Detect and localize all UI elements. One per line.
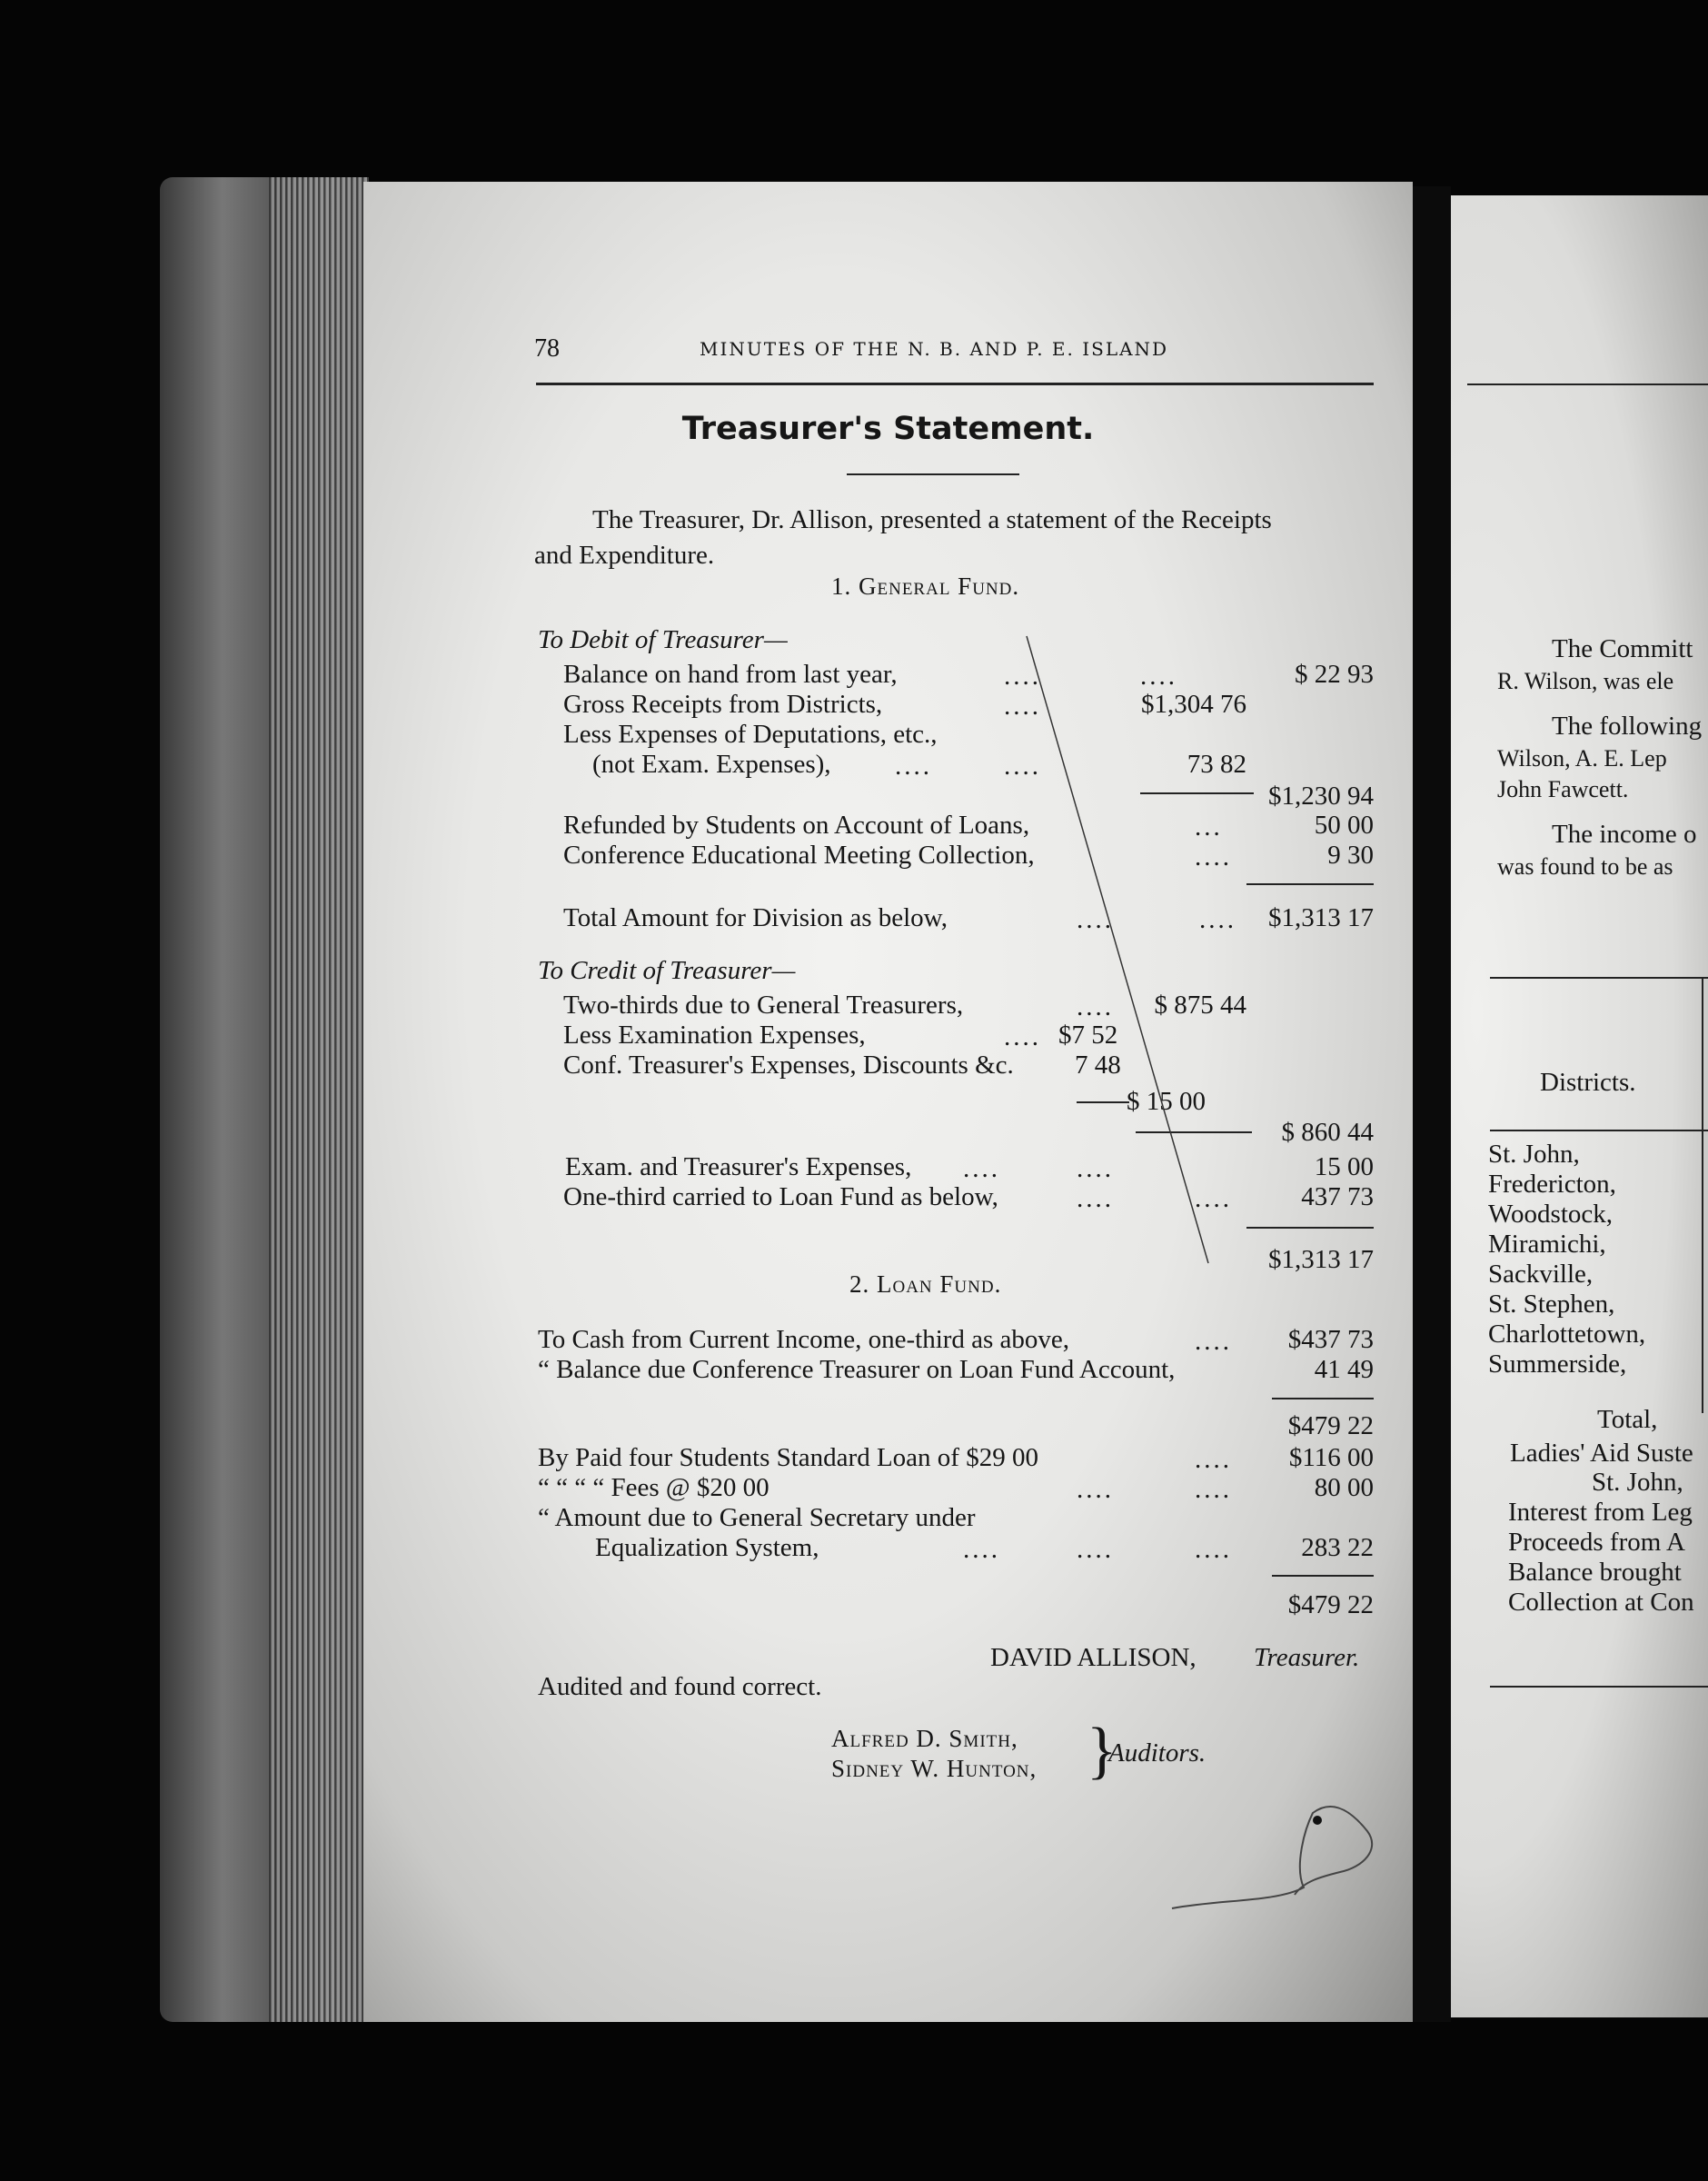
debit-subtotal: $1,230 94	[1268, 782, 1374, 811]
leader-dots: ....	[963, 1154, 1000, 1183]
debit-label: (not Exam. Expenses),	[592, 750, 831, 779]
district-item: Charlottetown,	[1488, 1320, 1646, 1349]
leader-dots: ....	[1077, 905, 1114, 934]
loan-to-amount: 41 49	[1314, 1355, 1374, 1384]
leader-dots: ....	[1195, 1475, 1232, 1504]
credit-label: Less Examination Expenses,	[563, 1021, 866, 1050]
book-gutter	[1413, 186, 1451, 2022]
district-item: St. John,	[1488, 1140, 1580, 1169]
loan-to-label: To Cash from Current Income, one-third as above,	[538, 1325, 1070, 1354]
leader-dots: ....	[895, 752, 932, 781]
debit-label: Gross Receipts from Districts,	[563, 690, 883, 719]
leader-dots: ....	[1077, 1154, 1114, 1183]
debit-sub-amount: 73 82	[1187, 750, 1246, 779]
credit-label: Two-thirds due to General Treasurers,	[563, 991, 964, 1020]
credit-label: Conf. Treasurer's Expenses, Discounts &c.	[563, 1051, 1014, 1080]
leader-dots: ....	[1004, 752, 1041, 781]
district-item: Woodstock,	[1488, 1200, 1614, 1229]
loan-by-amount: 283 22	[1301, 1533, 1374, 1562]
intro-line-1: The Treasurer, Dr. Allison, presented a statement of the Receipts	[592, 505, 1272, 534]
right-extra-line: Ladies' Aid Suste	[1510, 1439, 1693, 1468]
district-item: Fredericton,	[1488, 1170, 1616, 1199]
debit-heading: To Debit of Treasurer—	[538, 625, 788, 654]
credit-subtotal: $ 860 44	[1281, 1118, 1374, 1147]
intro-line-2: and Expenditure.	[534, 541, 715, 570]
leader-dots: ....	[1004, 692, 1041, 721]
collection-label: Conference Educational Meeting Collection,	[563, 841, 1035, 870]
right-paragraph: The following	[1552, 712, 1703, 741]
leader-dots: ....	[1077, 1535, 1114, 1564]
total-rule	[1246, 883, 1374, 885]
treasurer-name: DAVID ALLISON,	[990, 1643, 1197, 1672]
total-label: Total Amount for Division as below,	[563, 903, 948, 932]
right-paragraph: The Committ	[1552, 634, 1693, 663]
leader-dots: ....	[1077, 1184, 1114, 1213]
leader-dots: ....	[1195, 842, 1232, 871]
leader-dots: ....	[1195, 1535, 1232, 1564]
loan-by-label: “ “ “ “ Fees @ $20 00	[538, 1473, 770, 1502]
table-column-rule	[1702, 977, 1703, 1413]
running-title: MINUTES OF THE N. B. AND P. E. ISLAND	[700, 338, 1169, 360]
right-header-rule	[1467, 383, 1708, 385]
debit-label: Balance on hand from last year,	[563, 660, 898, 689]
auditors-brace: }	[1087, 1716, 1117, 1786]
loan-total-rule	[1272, 1575, 1374, 1577]
page-stack	[269, 177, 369, 2022]
credit-heading: To Credit of Treasurer—	[538, 956, 796, 985]
right-paragraph: The income o	[1552, 820, 1697, 849]
leader-dots: ....	[1195, 1184, 1232, 1213]
loan-by-amount: 80 00	[1314, 1473, 1374, 1502]
heading-underline	[847, 473, 1019, 475]
right-bottom-rule	[1490, 1686, 1708, 1688]
ink-scribble	[1167, 1795, 1385, 1922]
total-rule	[1246, 1227, 1374, 1229]
collection-amount: 9 30	[1327, 841, 1374, 870]
general-fund-title: 1. General Fund.	[831, 573, 1020, 600]
right-extra-line: Collection at Con	[1508, 1588, 1694, 1617]
audited-note: Audited and found correct.	[538, 1672, 822, 1701]
debit-amount: $ 22 93	[1295, 660, 1374, 689]
right-paragraph: John Fawcett.	[1497, 776, 1629, 802]
one-third-amount: 437 73	[1301, 1182, 1374, 1211]
loan-subtotal: $479 22	[1287, 1411, 1374, 1440]
leader-dots: ....	[1004, 1022, 1041, 1051]
leader-dots: ....	[1004, 662, 1041, 691]
page-number: 78	[534, 334, 560, 363]
district-item: St. Stephen,	[1488, 1290, 1615, 1319]
districts-total-label: Total,	[1597, 1405, 1658, 1434]
credit-sub15: $ 15 00	[1127, 1087, 1206, 1116]
credit-total: $1,313 17	[1268, 1245, 1374, 1274]
credit-sub-amount: $7 52	[1058, 1021, 1118, 1050]
right-extra-line: Proceeds from A	[1508, 1528, 1685, 1557]
loan-total: $479 22	[1287, 1590, 1374, 1619]
leader-dots: ....	[1077, 1475, 1114, 1504]
right-paragraph: was found to be as	[1497, 853, 1673, 880]
leader-dots: ....	[1140, 662, 1177, 691]
leader-dots: ...	[1195, 812, 1223, 842]
debit-label: Less Expenses of Deputations, etc.,	[563, 720, 938, 749]
debit-sub-amount: $1,304 76	[1141, 690, 1246, 719]
pencil-mark	[1018, 627, 1226, 1281]
district-item: Summerside,	[1488, 1349, 1627, 1379]
district-item: Sackville,	[1488, 1260, 1594, 1289]
total-amount: $1,313 17	[1268, 903, 1374, 932]
auditors-label: Auditors.	[1108, 1738, 1207, 1768]
table-top-rule	[1490, 977, 1708, 979]
loan-to-amount: $437 73	[1287, 1325, 1374, 1354]
leader-dots: ....	[1077, 992, 1114, 1021]
leader-dots: ....	[1199, 905, 1236, 934]
refunded-amount: 50 00	[1314, 811, 1374, 840]
districts-header: Districts.	[1540, 1068, 1636, 1097]
credit-sub-amount: $ 875 44	[1154, 991, 1246, 1020]
loan-by-label: Equalization System,	[595, 1533, 819, 1562]
right-extra-line: Balance brought	[1508, 1558, 1682, 1587]
one-third-label: One-third carried to Loan Fund as below,	[563, 1182, 998, 1211]
refunded-label: Refunded by Students on Account of Loans,	[563, 811, 1030, 840]
leader-dots: ....	[963, 1535, 1000, 1564]
statement-heading: Treasurer's Statement.	[681, 411, 1095, 447]
loan-by-amount: $116 00	[1288, 1443, 1374, 1472]
auditor-name: Sidney W. Hunton,	[831, 1755, 1038, 1782]
district-item: Miramichi,	[1488, 1230, 1606, 1259]
exam-expenses-amount: 15 00	[1314, 1152, 1374, 1181]
right-extra-line: St. John,	[1592, 1468, 1683, 1497]
table-header-rule	[1490, 1130, 1708, 1131]
right-paragraph: R. Wilson, was ele	[1497, 668, 1674, 694]
treasurer-role: Treasurer.	[1254, 1643, 1360, 1672]
exam-expenses-label: Exam. and Treasurer's Expenses,	[565, 1152, 912, 1181]
loan-subtotal-rule	[1272, 1398, 1374, 1399]
right-extra-line: Interest from Leg	[1508, 1498, 1693, 1527]
header-rule	[536, 383, 1374, 385]
right-page	[1451, 195, 1708, 2017]
loan-fund-title: 2. Loan Fund.	[849, 1270, 1002, 1298]
leader-dots: ....	[1195, 1327, 1232, 1356]
auditor-name: Alfred D. Smith,	[831, 1725, 1018, 1752]
leader-dots: ....	[1195, 1445, 1232, 1474]
right-paragraph: Wilson, A. E. Lep	[1497, 745, 1667, 772]
loan-by-label: “ Amount due to General Secretary under	[538, 1503, 976, 1532]
credit-sub-amount: 7 48	[1075, 1051, 1121, 1080]
book-edge	[160, 177, 369, 2022]
loan-by-label: By Paid four Students Standard Loan of $29 00	[538, 1443, 1038, 1472]
loan-to-label: “ Balance due Conference Treasurer on Loan Fund Account,	[538, 1355, 1176, 1384]
